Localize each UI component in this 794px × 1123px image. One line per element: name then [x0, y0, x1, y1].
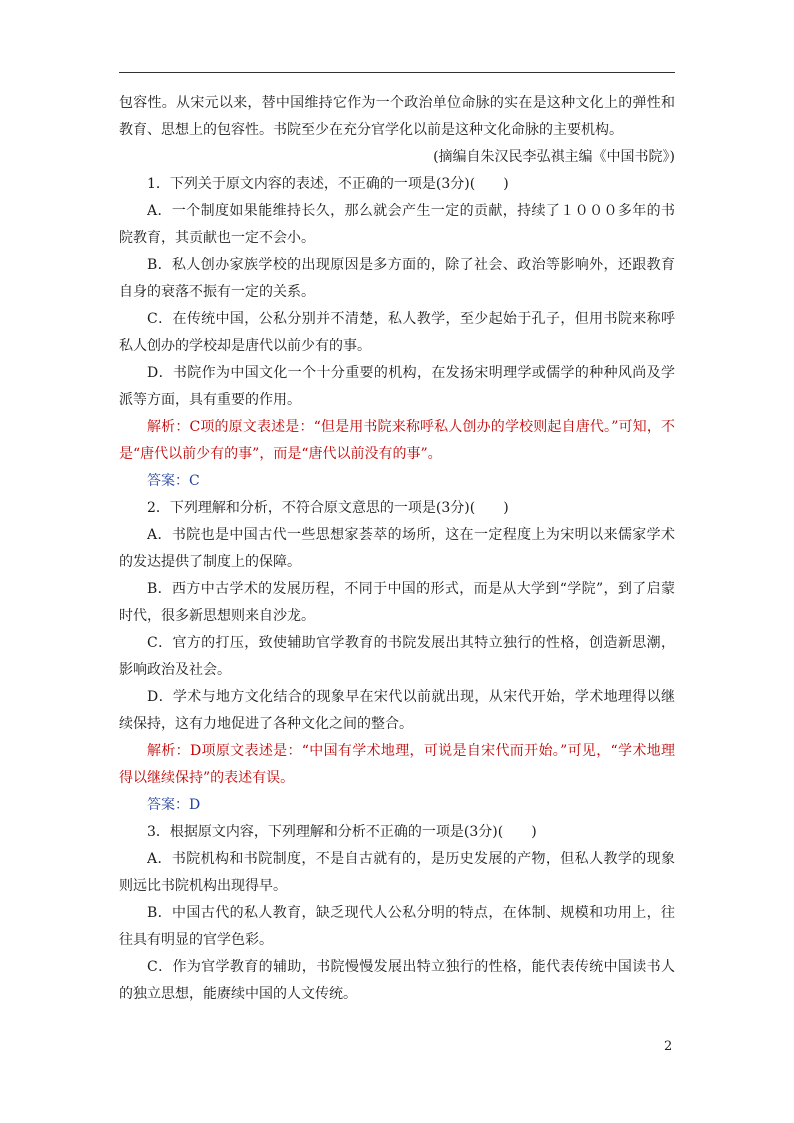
page-number: 2: [664, 1039, 673, 1054]
answer-text: 答案：C: [147, 473, 200, 489]
question-3: [119, 819, 675, 1008]
option-c: C．官方的打压，致使辅助官学教育的书院发展出其特立独行的性格，创造新思潮，影响政治及社会。: [119, 635, 675, 678]
option-c: C．在传统中国，公私分别并不清楚，私人教学，至少起始于孔子，但用书院来称呼私人创办的学校却是唐代以前少有的事。: [119, 311, 675, 354]
option-c: C．作为官学教育的辅助，书院慢慢发展出特立独行的性格，能代表传统中国读书人的独立思想，能赓续中国的人文传统。: [119, 959, 675, 1002]
option-b: B．私人创办家族学校的出现原因是多方面的，除了社会、政治等影响外，还跟教育自身的衰落不振有一定的关系。: [119, 257, 675, 300]
option-a: A．书院也是中国古代一些思想家荟萃的场所，这在一定程度上为宋明以来儒家学术的发达提供了制度上的保障。: [119, 527, 675, 570]
analysis-text: 解析：C项的原文表述是：“但是用书院来称呼私人创办的学校则起自唐代。”可知，不是“唐代以前少有的事”，而是“唐代以前没有的事”。: [119, 419, 675, 462]
question-stem: 2．下列理解和分析，不符合原文意思的一项是(3分)( ): [147, 500, 509, 516]
document-body: [119, 90, 675, 1008]
question-stem: 1．下列关于原文内容的表述，不正确的一项是(3分)( ): [147, 176, 509, 192]
header-rule: [119, 72, 675, 73]
option-d: D．书院作为中国文化一个十分重要的机构，在发扬宋明理学或儒学的种种风尚及学派等方面，具有重要的作用。: [119, 365, 675, 408]
option-a: A．一个制度如果能维持长久，那么就会产生一定的贡献，持续了１０００多年的书院教育，其贡献也一定不会小。: [119, 203, 675, 246]
analysis-text: 解析：D项原文表述是：“中国有学术地理，可说是自宋代而开始。”可见，“学术地理得以继续保持”的表述有误。: [119, 743, 675, 786]
question-stem: 3．根据原文内容，下列理解和分析不正确的一项是(3分)( ): [147, 824, 537, 840]
question-1: [119, 171, 675, 495]
passage-source: (摘编自朱汉民李弘祺主编《中国书院》): [433, 149, 675, 165]
option-d: D．学术与地方文化结合的现象早在宋代以前就出现，从宋代开始，学术地理得以继续保持，这有力地促进了各种文化之间的整合。: [119, 689, 675, 732]
passage-tail: 包容性。从宋元以来，替中国维持它作为一个政治单位命脉的实在是这种文化上的弹性和教育、思想上的包容性。书院至少在充分官学化以前是这种文化命脉的主要机构。: [119, 95, 675, 138]
question-2: [119, 495, 675, 819]
option-b: B．西方中古学术的发展历程，不同于中国的形式，而是从大学到“学院”，到了启蒙时代，很多新思想则来自沙龙。: [119, 581, 675, 624]
option-a: A．书院机构和书院制度，不是自古就有的，是历史发展的产物，但私人教学的现象则远比书院机构出现得早。: [119, 851, 675, 894]
answer-text: 答案：D: [147, 797, 201, 813]
option-b: B．中国古代的私人教育，缺乏现代人公私分明的特点，在体制、规模和功用上，往往具有明显的官学色彩。: [119, 905, 675, 948]
